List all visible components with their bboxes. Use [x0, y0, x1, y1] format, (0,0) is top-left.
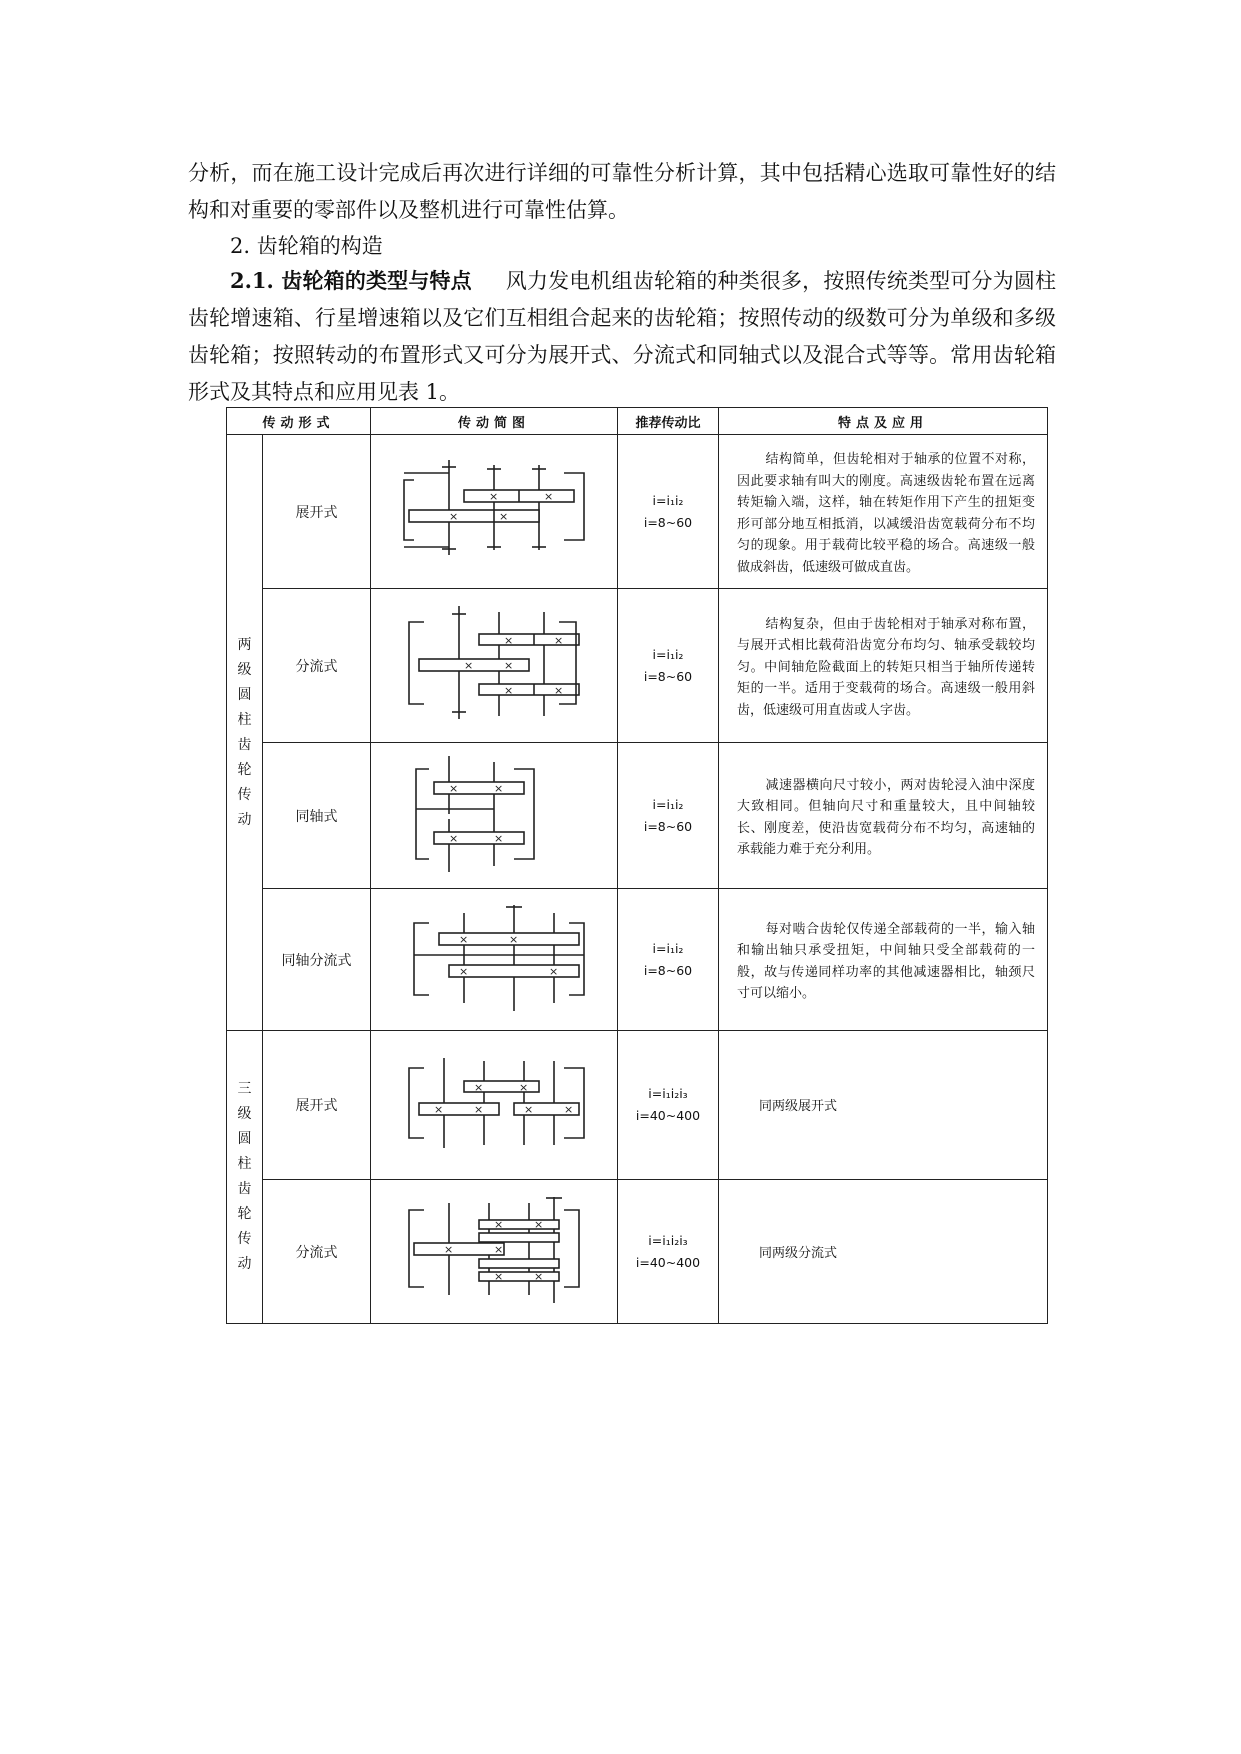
- header-diagram: 传动简图: [371, 408, 618, 435]
- svg-text:×: ×: [504, 658, 514, 672]
- gear-diagram-three-stage-expanded: [394, 1053, 594, 1153]
- header-form: 传动形式: [227, 408, 371, 435]
- svg-text:×: ×: [459, 932, 469, 946]
- svg-text:×: ×: [519, 1081, 529, 1094]
- svg-text:×: ×: [449, 781, 459, 795]
- svg-text:×: ×: [504, 633, 514, 647]
- form-label: 展开式: [263, 435, 371, 589]
- ratio-cell: i=i₁i₂ i=8~60: [618, 889, 719, 1031]
- form-label: 同轴式: [263, 743, 371, 889]
- gearbox-types-table: [226, 407, 1048, 1324]
- form-label: 分流式: [263, 1180, 371, 1324]
- table-header-row: [227, 408, 1048, 435]
- svg-text:×: ×: [544, 489, 554, 503]
- svg-text:×: ×: [489, 489, 499, 503]
- ratio-cell: i=i₁i₂ i=8~60: [618, 743, 719, 889]
- svg-text:×: ×: [534, 1217, 544, 1231]
- table-row: [227, 1031, 1048, 1180]
- svg-text:×: ×: [444, 1242, 454, 1256]
- svg-text:×: ×: [554, 633, 564, 647]
- section-heading-gearbox-structure: 2. 齿轮箱的构造: [230, 234, 383, 258]
- svg-text:×: ×: [494, 781, 504, 795]
- svg-text:×: ×: [449, 831, 459, 845]
- group-two-stage: 两 级 圆 柱 齿 轮 传 动: [227, 435, 263, 1031]
- diagram-cell: [371, 1031, 618, 1180]
- features-text: 结构简单，但齿轮相对于轴承的位置不对称，因此要求轴有叫大的刚度。高速级齿轮布置在远离转矩输入端，这样，轴在转矩作用下产生的扭矩变形可部分地互相抵消，以减缓沿齿宽载荷分布不均匀的现象。用于载荷比较平稳的场合。高速级一般做成斜齿，低速级可做成直齿。: [719, 435, 1048, 589]
- ratio-cell: i=i₁i₂i₃ i=40~400: [618, 1180, 719, 1324]
- svg-text:×: ×: [534, 1269, 544, 1283]
- svg-text:×: ×: [494, 1242, 504, 1256]
- diagram-cell: [371, 435, 618, 589]
- features-text: 结构复杂，但由于齿轮相对于轴承对称布置，与展开式相比载荷沿齿宽分布均匀、轴承受载较均匀。中间轴危险截面上的转矩只相当于轴所传递转矩的一半。适用于变载荷的场合。高速级一般用斜齿，低速级可用直齿或人字齿。: [719, 589, 1048, 743]
- paragraph-reliability: 分析，而在施工设计完成后再次进行详细的可靠性分析计算，其中包括精心选取可靠性好的结构和对重要的零部件以及整机进行可靠性估算。: [188, 161, 1056, 222]
- features-text: 同两级展开式: [719, 1031, 1048, 1180]
- subsection-heading: 2.1. 齿轮箱的类型与特点: [230, 268, 472, 293]
- table-row: [227, 743, 1048, 889]
- gear-diagram-two-stage-expanded: [394, 455, 594, 565]
- features-text: 同两级分流式: [719, 1180, 1048, 1324]
- features-text: 每对啮合齿轮仅传递全部载荷的一半，输入轴和输出轴只承受扭矩，中间轴只受全部载荷的一般，故与传递同样功率的其他减速器相比，轴颈尺寸可以缩小。: [719, 889, 1048, 1031]
- svg-text:×: ×: [564, 1103, 574, 1116]
- svg-text:×: ×: [499, 509, 509, 523]
- svg-text:×: ×: [504, 683, 514, 697]
- gear-diagram-three-stage-split: [394, 1195, 594, 1305]
- diagram-cell: [371, 743, 618, 889]
- svg-text:×: ×: [549, 964, 559, 978]
- svg-text:×: ×: [474, 1103, 484, 1116]
- diagram-cell: [371, 589, 618, 743]
- table-row: [227, 889, 1048, 1031]
- svg-text:×: ×: [494, 1269, 504, 1283]
- form-label: 同轴分流式: [263, 889, 371, 1031]
- paragraph-gearbox-types: [188, 262, 1056, 411]
- header-features: 特点及应用: [719, 408, 1048, 435]
- header-ratio: 推荐传动比: [618, 408, 719, 435]
- features-text: 减速器横向尺寸较小，两对齿轮浸入油中深度大致相同。但轴向尺寸和重量较大，且中间轴较长、刚度差，使沿齿宽载荷分布不均匀，高速轴的承载能力难于充分利用。: [719, 743, 1048, 889]
- paragraph-gearbox-types-body: 风力发电机组齿轮箱的种类很多，按照传统类型可分为圆柱齿轮增速箱、行星增速箱以及它们互相组合起来的齿轮箱；按照传动的级数可分为单级和多级齿轮箱；按照转动的布置形式又可分为展开式、分流式和同轴式以及混合式等等。常用齿轮箱形式及其特点和应用见表 1。: [188, 269, 1056, 404]
- svg-text:×: ×: [449, 509, 459, 523]
- svg-text:×: ×: [464, 658, 474, 672]
- diagram-cell: [371, 889, 618, 1031]
- gear-diagram-coaxial-split: [394, 903, 594, 1013]
- ratio-cell: i=i₁i₂ i=8~60: [618, 589, 719, 743]
- form-label: 展开式: [263, 1031, 371, 1180]
- table-row: [227, 589, 1048, 743]
- table-row: [227, 435, 1048, 589]
- group-three-stage: 三 级 圆 柱 齿 轮 传 动: [227, 1031, 263, 1324]
- svg-text:×: ×: [554, 683, 564, 697]
- svg-text:×: ×: [474, 1081, 484, 1094]
- svg-text:×: ×: [459, 964, 469, 978]
- svg-text:×: ×: [494, 1217, 504, 1231]
- diagram-cell: [371, 1180, 618, 1324]
- ratio-cell: i=i₁i₂ i=8~60: [618, 435, 719, 589]
- svg-text:×: ×: [524, 1103, 534, 1116]
- ratio-cell: i=i₁i₂i₃ i=40~400: [618, 1031, 719, 1180]
- form-label: 分流式: [263, 589, 371, 743]
- svg-text:×: ×: [509, 932, 519, 946]
- gear-diagram-two-stage-split: [394, 604, 594, 724]
- gear-diagram-coaxial: [394, 754, 594, 874]
- svg-text:×: ×: [434, 1103, 444, 1116]
- table-row: [227, 1180, 1048, 1324]
- svg-text:×: ×: [494, 831, 504, 845]
